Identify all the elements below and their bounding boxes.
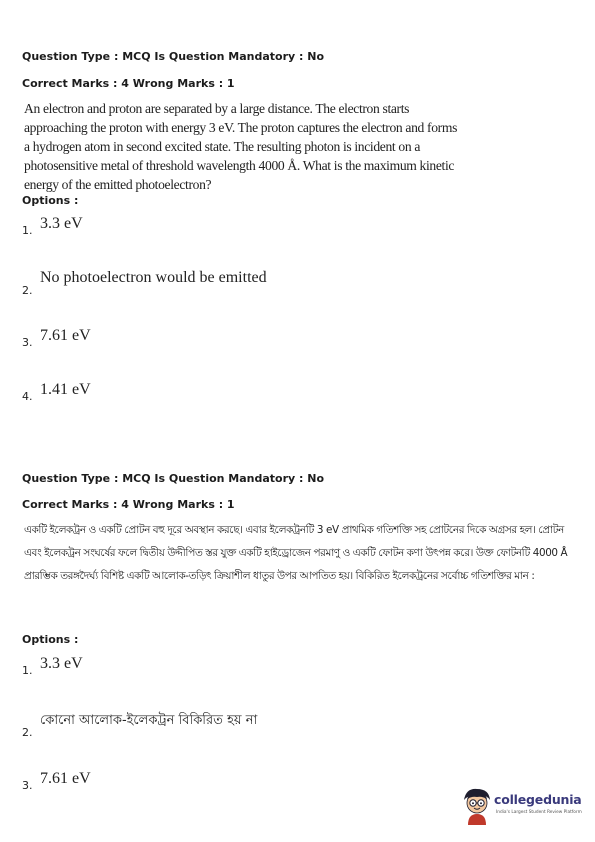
option-number: 1.: [22, 664, 33, 677]
option-number: 3.: [22, 336, 33, 349]
student-mascot-icon: [460, 786, 494, 826]
options-label: Options :: [22, 194, 79, 207]
question-type-line: Question Type : MCQ Is Question Mandatory : No: [22, 472, 325, 485]
question-text: একটি ইলেকট্রন ও একটি প্রোটন বহু দূরে অবস্থান করছে। এবার ইলেকট্রনটি 3 eV প্রাথমিক গতিশক্তি সহ প্রোটনের দিকে অগ্রসর হল। প্রোটন এবং ইলেকট্রন সংঘর্ষের ফলে দ্বিতীয় উদ্দীপিত স্তর যুক্ত একটি হাইড্রোজেন পরমাণু ও একটি ফোটন কণা উৎপন্ন করে। উক্ত ফোটনটি 4000 Å প্রারম্ভিক তরঙ্গদৈর্ঘ্য বিশিষ্ট একটি আলোক-তড়িৎ ক্রিয়াশীল ধাতুর উপর আপতিত হয়। বিকিরিত ইলেকট্রনের সর্বোচ্চ গতিশক্তির মান :: [24, 524, 568, 582]
option-number: 1.: [22, 224, 33, 237]
question-text: An electron and proton are separated by a large distance. The electron starts approaching the proton with energy 3 eV. The proton captures the electron and forms a hydrogen atom in second excited state. The resulting photon is incident on a photosensitive metal of threshold wavelength 4000 Å. What is the maximum kinetic energy of the emitted photoelectron?: [24, 101, 458, 192]
marks-line: Correct Marks : 4 Wrong Marks : 1: [22, 498, 235, 511]
marks-line: Correct Marks : 4 Wrong Marks : 1: [22, 77, 235, 90]
question-type-line: Question Type : MCQ Is Question Mandatory : No: [22, 50, 325, 63]
option-number: 2.: [22, 726, 33, 739]
option-number: 3.: [22, 779, 33, 792]
option-value: 1.41 eV: [40, 381, 91, 398]
collegedunia-logo: [460, 786, 590, 830]
options-label: Options :: [22, 633, 79, 646]
option-number: 2.: [22, 284, 33, 297]
option-value: 3.3 eV: [40, 215, 83, 232]
option-value: 3.3 eV: [40, 655, 83, 672]
option-value: 7.61 eV: [40, 327, 91, 344]
option-value: No photoelectron would be emitted: [40, 269, 267, 286]
option-number: 4.: [22, 390, 33, 403]
option-value: কোনো আলোক-ইলেকট্রন বিকিরিত হয় না: [40, 713, 258, 728]
option-value: 7.61 eV: [40, 770, 91, 787]
logo-wordmark: collegedunia: [494, 792, 582, 807]
logo-tagline: India's Largest Student Review Platform: [496, 810, 582, 815]
